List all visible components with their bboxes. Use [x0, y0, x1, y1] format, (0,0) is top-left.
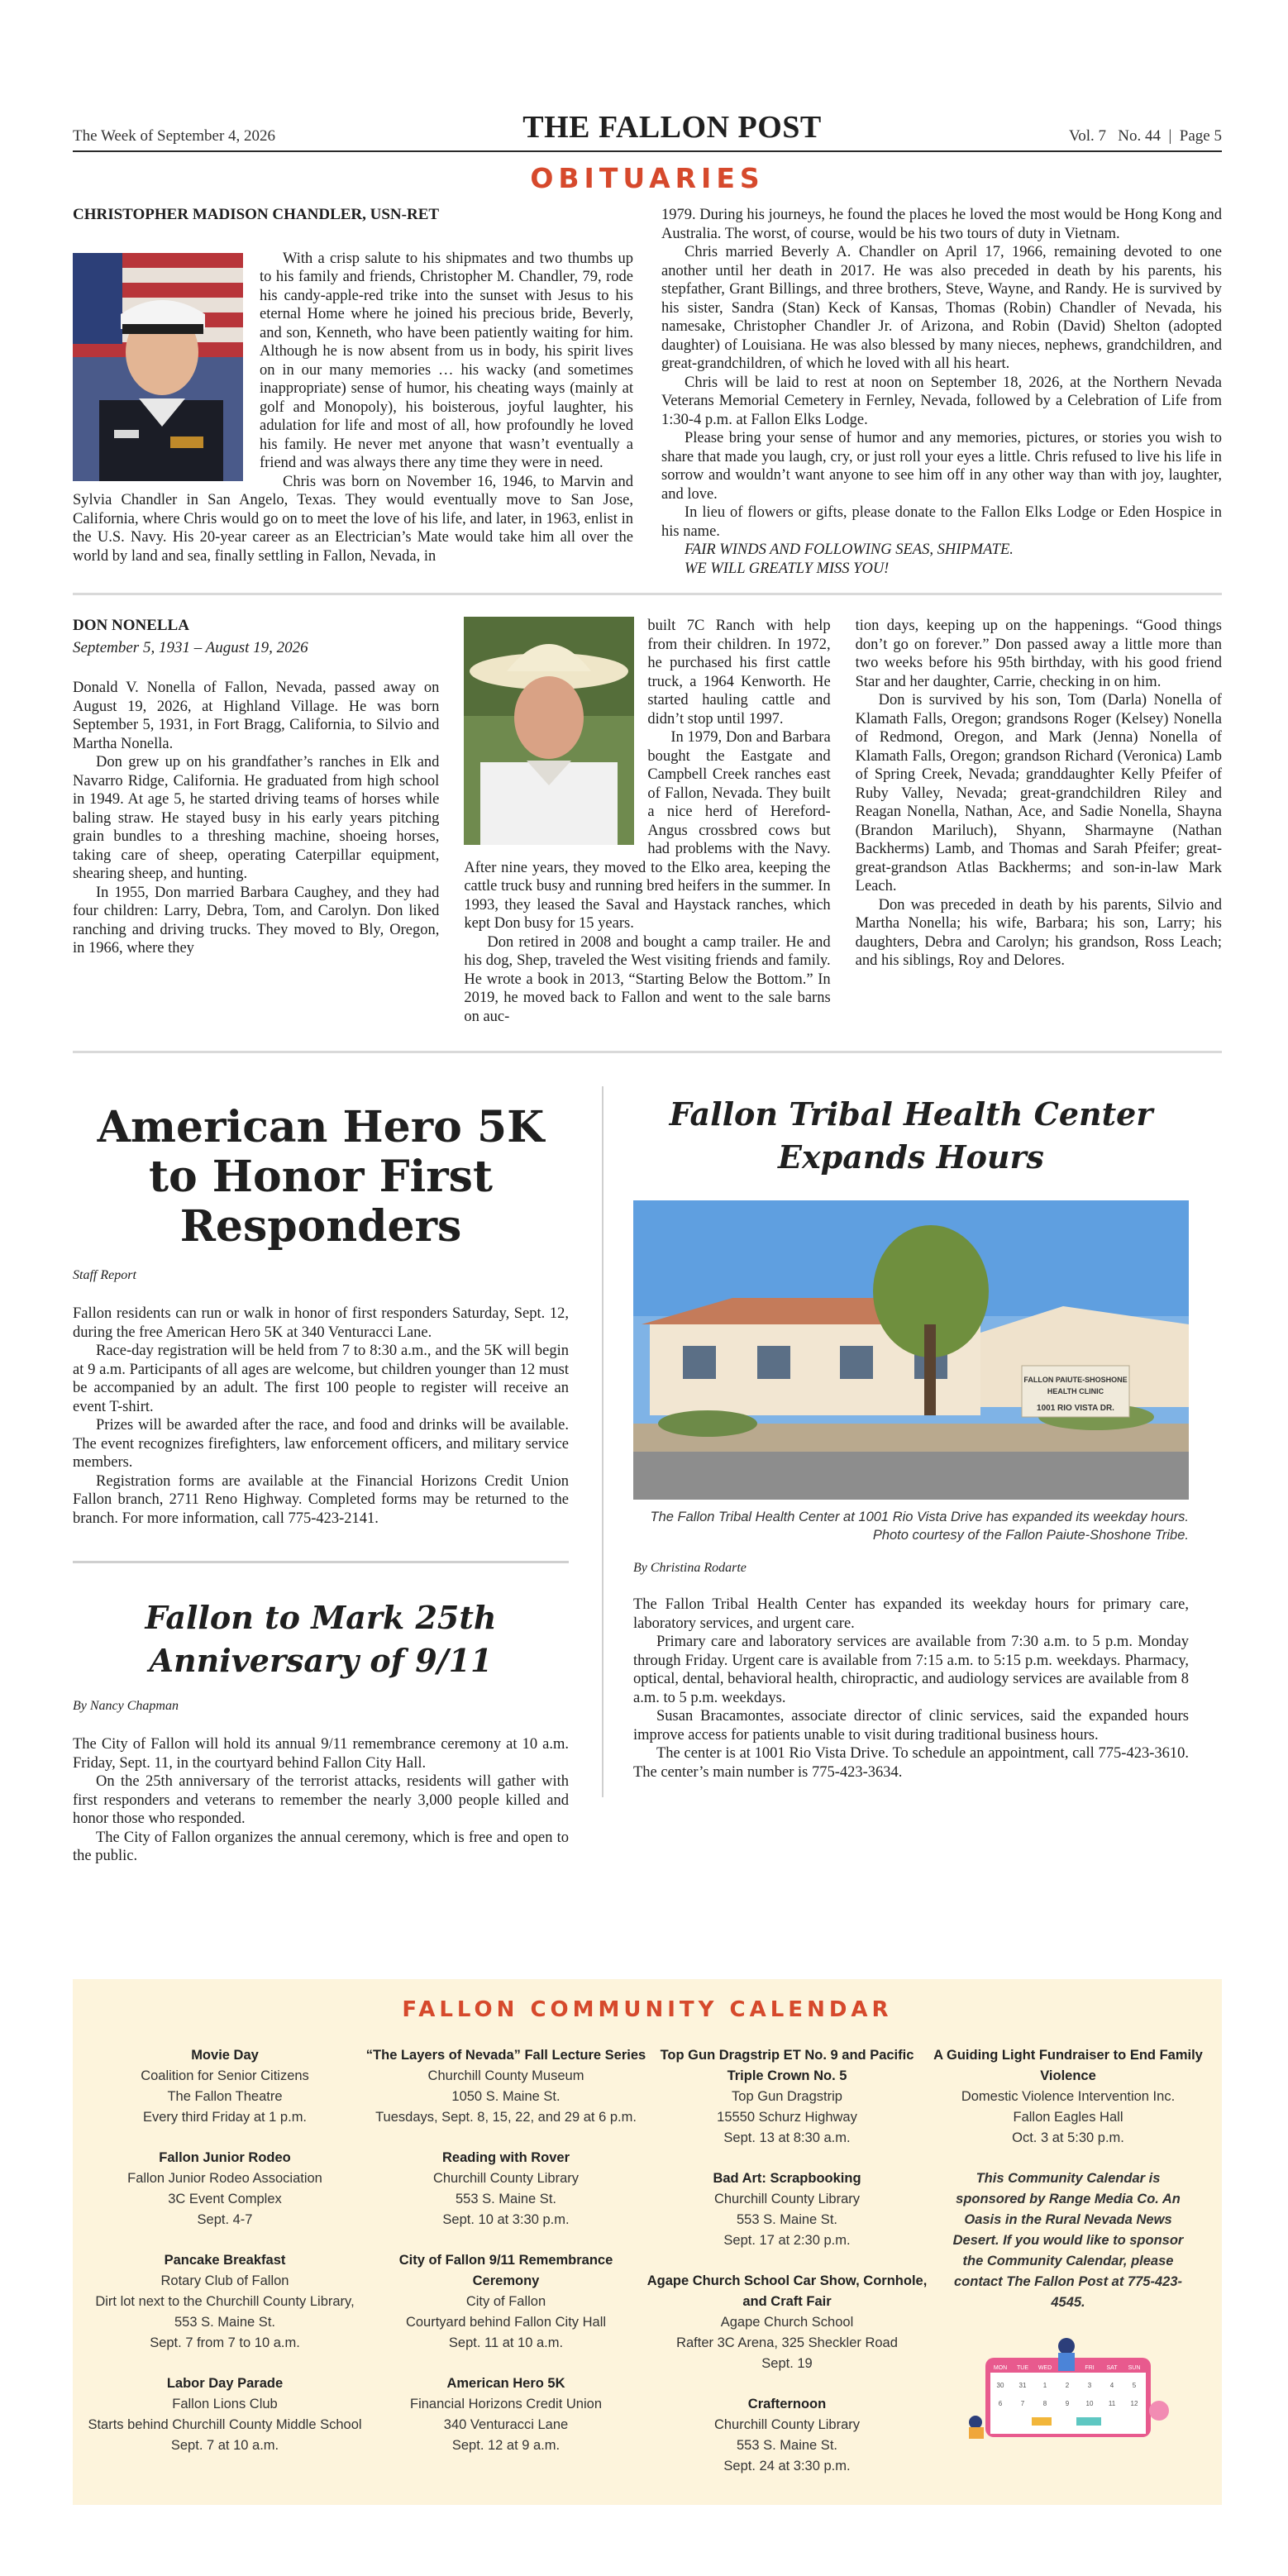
calendar-day-label: TUE [1017, 2365, 1028, 2371]
obit-paragraph: built 7C Ranch with help from their children. In 1972, he purchased his first cattle truck, a 1964 Kenworth. He started hauling cattle and didn’t stop until 1997. [647, 618, 831, 727]
obituary-chandler [73, 206, 1222, 578]
calendar-event-detail: Courtyard behind Fallon City Hall [405, 2315, 607, 2330]
calendar-event-detail: 553 S. Maine St. [737, 2438, 837, 2453]
calendar-event-title: Bad Art: Scrapbooking [713, 2171, 861, 2186]
obit-paragraph: Don retired in 2008 and bought a camp trailer. He and his dog, Shep, traveled the West visiting friends and family. He wrote a book in 2013, “Starting Below the Bottom.” In 2019, he moved back to Fallon and went to the sale barns on auc- [464, 933, 831, 1025]
calendar-date-number: 7 [1020, 2400, 1025, 2407]
calendar-event-detail: Every third Friday at 1 p.m. [142, 2110, 308, 2125]
calendar-event-title: Crafternoon [747, 2397, 827, 2411]
calendar-event-detail: Coalition for Senior Citizens [141, 2068, 309, 2083]
article-paragraph: The center is at 1001 Rio Vista Drive. To schedule an appointment, call 775-423-3610. The center’s main number is 775-423-3634. [633, 1745, 1189, 1781]
caption-line: The Fallon Tribal Health Center at 1001 Rio Vista Drive has expanded its weekday hours. [650, 1510, 1189, 1524]
article-body-health [633, 1596, 1189, 1782]
article-paragraph: Registration forms are available at the Financial Horizons Credit Union Fallon branch, 2711 Reno Highway. Completed forms may be returned to the branch. For more information, call 775-423-2141. [73, 1472, 569, 1527]
article-paragraph: Primary care and laboratory services are available from 7:30 a.m. to 5 p.m. Monday through Friday. Urgent care is available from 7:15 a.m. to 5:15 p.m. weekdays. Pharmacy, optical, dental, behavioral health, chiropractic, and audiology services are available from 8 a.m. to 5 p.m. weekdays. [633, 1634, 1189, 1706]
calendar-date-number: 6 [998, 2400, 1003, 2407]
calendar-event-title: Reading with Rover [441, 2150, 570, 2165]
obit-paragraph: In 1955, Don married Barbara Caughey, and they had four children: Larry, Debra, Tom, and Carolyn. Don liked ranching and driving trucks. They moved to Bly, Oregon, in 1966, where they [73, 884, 440, 956]
calendar-event [84, 2250, 365, 2354]
clinic-sign-text: FALLON PAIUTE-SHOSHONE [1023, 1376, 1128, 1384]
column-divider [602, 1086, 603, 1797]
calendar-event-detail: Churchill County Library [432, 2171, 580, 2186]
calendar-event-title: American Hero 5K [446, 2376, 565, 2391]
calendar-column [928, 2045, 1209, 2497]
obit-name: DON NONELLA [73, 617, 189, 634]
obit-paragraph: In lieu of flowers or gifts, please donate to the Fallon Elks Lodge or Eden Hospice in his name. [661, 504, 1222, 540]
calendar-date-number: 11 [1108, 2400, 1116, 2407]
obit-paragraph: Donald V. Nonella of Fallon, Nevada, passed away on August 19, 2026, at Highland Village. He was born September 5, 1931, in Fort Bragg, California, to Silvio and Martha Nonella. [73, 680, 440, 752]
calendar-event-detail: 553 S. Maine St. [174, 2315, 275, 2330]
calendar-event-detail: 340 Venturacci Lane [443, 2417, 569, 2432]
obit-paragraph: Don is survived by his son, Tom (Darla) Nonella of Klamath Falls, Oregon; grandsons Roger (Kelsey) Nonella of Redmond, Oregon, and Mark (Jenna) Nonella of Klamath Falls, Oregon; grandson Richard (Veronica) Lamb of Spring Creek, Nevada; granddaughter Kelly Pfeifer of Ruby Valley, Nevada; great-grandchildren Riley and Reagan Nonella, Nathan, Ace, and Sadie Nonella, Shayna (Brandon Mariluch), Shyann, Sharmayne (Nathan Backherms) Lamb, and Thomas and Sarah Pfeifer; great-great-grandson Atlas Backherms; and son-in-law Mark Leach. [855, 692, 1222, 894]
calendar-event-title: Pancake Breakfast [164, 2253, 286, 2268]
calendar-illustration [961, 2325, 1176, 2440]
article-body-911 [73, 1735, 569, 1866]
article-paragraph: The City of Fallon will hold its annual 9/11 remembrance ceremony at 10 a.m. Friday, Sept. 11, in the courtyard behind Fallon City Hall. [73, 1736, 569, 1772]
calendar-event-detail: Churchill County Library [713, 2417, 861, 2432]
obit-paragraph: With a crisp salute to his shipmates and two thumbs up to his family and friends, Christopher M. Chandler, 79, rode his candy-apple-red trike into the sunset with Jesus to his eternal Home where he joined his precious bride, Beverly, and son, Kenneth, who have been patiently waiting for him. Although he is now absent from us in body, his spirit lives on in our many memories … his wacky (and sometimes inappropriate) sense of humor, his cheating ways (mainly at golf and Monopoly), his boisterous, joyful laughter, his adulation for life and most of all, how profoundly he loved his family. He never met anyone that wasn’t eventually a friend and was always there any time they were in need. [260, 250, 633, 471]
obit-closing-line: FAIR WINDS AND FOLLOWING SEAS, SHIPMATE. [685, 541, 1014, 558]
obit-name: CHRISTOPHER MADISON CHANDLER, USN-RET [73, 206, 440, 223]
calendar-event-detail: Rotary Club of Fallon [160, 2273, 289, 2288]
calendar-event-detail: Sept. 11 at 10 a.m. [448, 2335, 564, 2350]
obit-paragraph: In 1979, Don and Barbara bought the Eastgate and Campbell Creek ranches east of Fallon, Nevada. They built a nice herd of Hereford-Angus crossbred cows but had problems with the Navy. After nine years, they moved to the Elko area, keeping the cattle truck busy and running bred heifers in the summer. In 1993, they leased the Saval and Haystack ranches, which kept Don busy for 15 years. [464, 729, 831, 932]
calendar-date-number: 9 [1065, 2400, 1070, 2407]
article-headline-911: Fallon to Mark 25th Anniversary of 9/11 [145, 1599, 497, 1679]
headline-line: Expands Hours [778, 1138, 1044, 1176]
obit-paragraph: Chris was born on November 16, 1946, to Marvin and Sylvia Chandler in San Angelo, Texas. They would eventually move to San Jose, California, where Chris would go on to meet the love of his life, and later, in 1963, enlist in the U.S. Navy. His 20-year career as an Electrician’s Mate would take him all over the world by land and sea, finally settling in Fallon, Nevada, in [73, 473, 633, 565]
clinic-sign-text: 1001 RIO VISTA DR. [1037, 1404, 1114, 1413]
calendar-event-title: Fallon Junior Rodeo [159, 2150, 291, 2165]
portrait-photo-nonella [464, 617, 634, 845]
obit-paragraph: Please bring your sense of humor and any memories, pictures, or stories you wish to share that made you laugh, cry, or just roll your eyes a little. Chris refused to live his life in sorrow and wouldn’t want anyone to see him off in any other way than with joy, laughter, and love. [661, 430, 1222, 503]
calendar-date-number: 4 [1109, 2382, 1114, 2389]
calendar-event-detail: Dirt lot next to the Churchill County Library, [95, 2294, 355, 2309]
calendar-event-detail: The Fallon Theatre [167, 2089, 283, 2104]
obit-column-3 [856, 617, 1222, 1026]
article-paragraph: Prizes will be awarded after the race, and food and drinks will be available. The event recognizes firefighters, law enforcement officers, and military service members. [73, 1417, 569, 1471]
obit-dates: September 5, 1931 – August 19, 2026 [73, 638, 308, 656]
calendar-event-title: Movie Day [191, 2048, 259, 2063]
calendar-event-detail: Sept. 24 at 3:30 p.m. [723, 2459, 851, 2473]
photo-caption [633, 1508, 1189, 1544]
calendar-event-detail: 553 S. Maine St. [456, 2192, 556, 2206]
obit-closing-line: WE WILL GREATLY MISS YOU! [685, 560, 890, 577]
articles-area [73, 1086, 1222, 1866]
obit-column-1 [73, 206, 633, 578]
article-byline: By Christina Rodarte [633, 1561, 747, 1575]
left-article-column [73, 1086, 602, 1866]
calendar-column [84, 2045, 365, 2497]
calendar-event-detail: Financial Horizons Credit Union [409, 2397, 602, 2411]
calendar-day-label: SUN [1128, 2365, 1141, 2371]
calendar-event-detail: Churchill County Museum [427, 2068, 584, 2083]
headline-line: Fallon Tribal Health Center [669, 1095, 1153, 1133]
calendar-day-label: MON [993, 2365, 1008, 2371]
portrait-photo-chandler [73, 253, 243, 481]
calendar-event [365, 2373, 646, 2456]
calendar-event-detail: Sept. 19 [761, 2356, 813, 2371]
section-divider [73, 593, 1222, 595]
calendar-event-detail: Churchill County Library [713, 2192, 861, 2206]
calendar-event-detail: Rafter 3C Arena, 325 Sheckler Road [676, 2335, 898, 2350]
article-paragraph: Fallon residents can run or walk in honor of first responders Saturday, Sept. 12, during the free American Hero 5K at 340 Venturacci Lane. [73, 1305, 569, 1341]
calendar-event-detail: 3C Event Complex [168, 2192, 282, 2206]
calendar-event-detail: City of Fallon [465, 2294, 546, 2309]
calendar-event-detail: 15550 Schurz Highway [717, 2110, 857, 2125]
calendar-date-number: 10 [1085, 2400, 1094, 2407]
article-divider [73, 1561, 569, 1563]
calendar-event-detail: 1050 S. Maine St. [451, 2089, 561, 2104]
calendar-event [928, 2045, 1209, 2149]
article-headline-5k: American Hero 5K to Honor First Responders [97, 1102, 545, 1252]
calendar-day-label: WED [1038, 2365, 1052, 2371]
calendar-event [365, 2250, 646, 2354]
calendar-date-number: 5 [1132, 2382, 1137, 2389]
caption-line: Photo courtesy of the Fallon Paiute-Shoshone Tribe. [872, 1528, 1189, 1543]
health-center-photo [633, 1200, 1189, 1500]
issue-date: The Week of September 4, 2026 [73, 127, 276, 145]
calendar-event-detail: Oct. 3 at 5:30 p.m. [1012, 2130, 1124, 2145]
calendar-date-number: 1 [1042, 2382, 1047, 2389]
calendar-event-detail: Fallon Eagles Hall [1013, 2110, 1123, 2125]
calendar-event [646, 2045, 928, 2149]
calendar-event-title: “The Layers of Nevada” Fall Lecture Series [365, 2048, 646, 2063]
calendar-event-detail: Tuesdays, Sept. 8, 15, 22, and 29 at 6 p.m. [375, 2110, 637, 2125]
newspaper-title: THE FALLON POST [522, 110, 822, 145]
calendar-event [646, 2168, 928, 2251]
obit-paragraph: Chris married Beverly A. Chandler on April 17, 1966, remaining devoted to one another until her death in 2017. He was also preceded in death by his parents, his stepfather, Grant Billings, and three brothers, Steve, Wayne, and Randy. He is survived by his sister, Sandra (Stan) Keck of Kansas, Thomas (Robin) Chandler of Nevada, his namesake, Christopher Chandler Jr. of Arizona, and Robin (David) Shelton (adopted daughter) of Louisiana. He was also blessed by many nieces, nephews, grandchildren, and great-grandchildren, of which he loved with all his heart. [661, 244, 1222, 372]
calendar-event-detail: Starts behind Churchill County Middle School [88, 2417, 362, 2432]
obituary-nonella [73, 617, 1222, 1026]
calendar-sponsor-note: This Community Calendar is sponsored by Range Media Co. An Oasis in the Rural Nevada News Desert. If you would like to sponsor the Community Calendar, please contact The Fallon Post at 775-423-4545. [952, 2171, 1184, 2310]
article-body-5k [73, 1305, 569, 1528]
calendar-day-label: SAT [1106, 2365, 1118, 2371]
obit-paragraph: Don grew up on his grandfather’s ranches in Elk and Navarro Ridge, California. He graduated from high school in 1949. At age 5, he started driving teams of horses while baling straw. He stayed busy in his early years pitching grain bundles to a threshing machine, shoeing horses, taking care of sheep, operating Caterpillar equipment, shearing sheep, and hunting. [73, 754, 440, 882]
calendar-event-title: City of Fallon 9/11 Remembrance Ceremony [398, 2253, 613, 2288]
calendar-event-detail: 553 S. Maine St. [737, 2212, 837, 2227]
calendar-event [365, 2045, 646, 2128]
calendar-date-number: 2 [1065, 2382, 1070, 2389]
calendar-event-title: Agape Church School Car Show, Cornhole, and Craft Fair [646, 2273, 928, 2309]
masthead [73, 110, 1222, 152]
calendar-title: FALLON COMMUNITY CALENDAR [402, 1997, 893, 2022]
calendar-event-detail: Sept. 10 at 3:30 p.m. [442, 2212, 570, 2227]
calendar-event [365, 2148, 646, 2230]
obit-paragraph: tion days, keeping up on the happenings. “Good things don’t go on forever.” Don passed away a little more than two weeks before his 95th birthday, with his good friend Star and her daughter, Carrie, checking in on him. [855, 618, 1222, 690]
calendar-event-title: Labor Day Parade [166, 2376, 284, 2391]
calendar-event-detail: Agape Church School [720, 2315, 854, 2330]
calendar-event-detail: Fallon Lions Club [172, 2397, 278, 2411]
calendar-date-number: 3 [1087, 2382, 1092, 2389]
calendar-event [84, 2045, 365, 2128]
article-paragraph: Race-day registration will be held from 7 to 8:30 a.m., and the 5K will begin at 9 a.m. Participants of all ages are welcome, but children younger than 12 must be accompanied by an adult. The first 100 people to register will receive an event T-shirt. [73, 1343, 569, 1415]
article-byline: Staff Report [73, 1268, 136, 1282]
section-title: OBITUARIES [530, 162, 765, 194]
calendar-event-detail: Sept. 7 from 7 to 10 a.m. [150, 2335, 300, 2350]
calendar-event-detail: Fallon Junior Rodeo Association [127, 2171, 322, 2186]
calendar-columns [73, 2045, 1222, 2497]
clinic-sign-text: HEALTH CLINIC [1047, 1387, 1104, 1395]
calendar-event-detail: Top Gun Dragstrip [732, 2089, 842, 2104]
obit-column-2 [661, 206, 1222, 578]
calendar-event-detail: Sept. 7 at 10 a.m. [170, 2438, 279, 2453]
obit-column-2 [464, 617, 830, 1026]
newspaper-page [73, 110, 1222, 1866]
calendar-event [646, 2394, 928, 2477]
calendar-column [365, 2045, 646, 2497]
calendar-event [84, 2373, 365, 2456]
community-calendar [73, 1979, 1222, 2505]
calendar-event-title: A Guiding Light Fundraiser to End Family Violence [933, 2048, 1203, 2083]
article-paragraph: Susan Bracamontes, associate director of clinic services, said the expanded hours improve access for patients unable to visit during traditional business hours. [633, 1708, 1189, 1744]
calendar-event-detail: Sept. 17 at 2:30 p.m. [723, 2233, 851, 2248]
calendar-day-label: FRI [1085, 2365, 1095, 2371]
calendar-date-number: 31 [1018, 2382, 1027, 2389]
calendar-event-detail: Sept. 12 at 9 a.m. [451, 2438, 561, 2453]
article-paragraph: The City of Fallon organizes the annual ceremony, which is free and open to the public. [73, 1829, 569, 1864]
calendar-event [84, 2148, 365, 2230]
article-paragraph: On the 25th anniversary of the terrorist attacks, residents will gather with first responders and veterans to remember the nearly 3,000 people killed and honor those who responded. [73, 1773, 569, 1827]
obit-column-1 [73, 617, 439, 1026]
calendar-event [646, 2271, 928, 2374]
calendar-event-detail: Sept. 13 at 8:30 a.m. [723, 2130, 851, 2145]
article-paragraph: The Fallon Tribal Health Center has expanded its weekday hours for primary care, laboratory services, and urgent care. [633, 1596, 1189, 1632]
obit-paragraph: Chris will be laid to rest at noon on September 18, 2026, at the Northern Nevada Veterans Memorial Cemetery in Fernley, Nevada, followed by a Celebration of Life from 1:30-4 p.m. at Fallon Elks Lodge. [661, 374, 1222, 428]
issue-page: Vol. 7 No. 44 | Page 5 [1068, 127, 1222, 145]
calendar-date-number: 8 [1042, 2400, 1047, 2407]
article-headline-health [633, 1093, 1189, 1179]
calendar-date-number: 12 [1130, 2400, 1138, 2407]
section-divider [73, 1051, 1222, 1053]
right-article-column [633, 1086, 1189, 1866]
calendar-event-detail: Domestic Violence Intervention Inc. [961, 2089, 1176, 2104]
article-byline: By Nancy Chapman [73, 1699, 179, 1713]
calendar-column [646, 2045, 928, 2497]
calendar-date-number: 30 [996, 2382, 1004, 2389]
obit-paragraph: 1979. During his journeys, he found the places he loved the most would be Hong Kong and Australia. The worst, of course, would be his two tours of duty in Vietnam. [661, 207, 1222, 242]
obit-paragraph: Don was preceded in death by his parents, Silvio and Martha Nonella; his wife, Barbara; his son, Larry; his daughters, Debra and Carolyn; his grandson, Ross Leach; and his siblings, Roy and Delores. [855, 896, 1222, 969]
calendar-event-detail: Sept. 4-7 [197, 2212, 253, 2227]
calendar-event-title: Top Gun Dragstrip ET No. 9 and Pacific Triple Crown No. 5 [660, 2048, 914, 2083]
